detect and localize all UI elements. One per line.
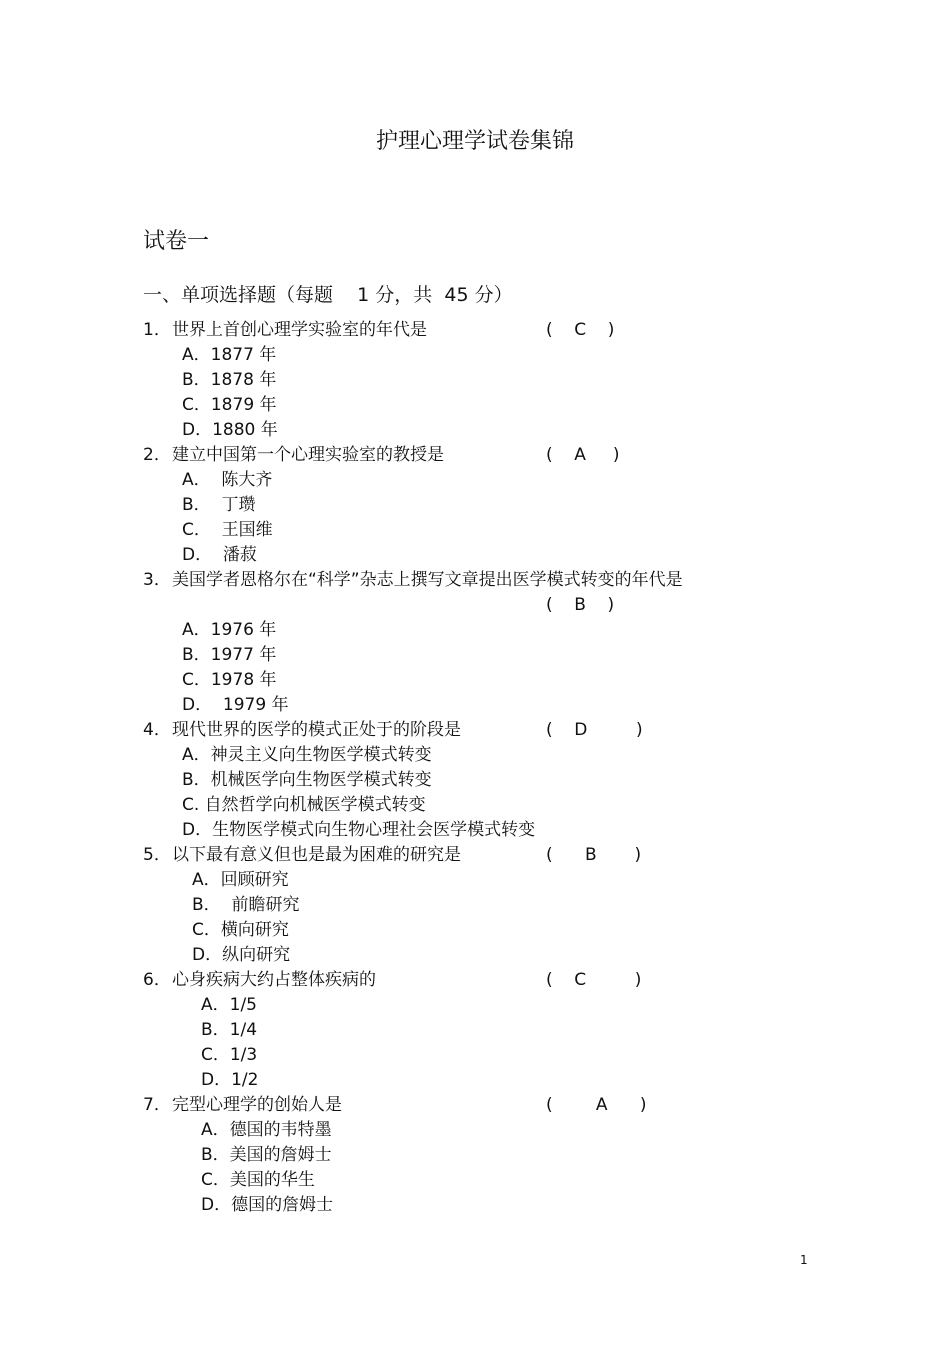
question-3-text: 美国学者恩格尔在“科学”杂志上撰写文章提出医学模式转变的年代是 bbox=[172, 570, 683, 590]
question-1-option-a: A．1877 年 bbox=[182, 345, 277, 365]
question-5-option-c: C．横向研究 bbox=[192, 920, 289, 940]
question-4-number: 4． bbox=[143, 720, 171, 740]
page-title: 护理心理学试卷集锦 bbox=[375, 129, 574, 154]
question-4-text: 现代世界的医学的模式正处于的阶段是 bbox=[172, 720, 461, 740]
question-4-option-c: C. 自然哲学向机械医学模式转变 bbox=[182, 795, 426, 815]
question-5-option-b: B． 前瞻研究 bbox=[192, 895, 300, 915]
question-4-option-d: D．生物医学模式向生物心理社会医学模式转变 bbox=[182, 820, 536, 840]
question-2-option-a: A． 陈大齐 bbox=[182, 470, 273, 490]
question-4-answer: ( D ) bbox=[546, 720, 643, 740]
question-2-option-c: C． 王国维 bbox=[182, 520, 273, 540]
question-6-option-d: D．1/2 bbox=[201, 1070, 259, 1090]
question-7-number: 7． bbox=[143, 1095, 171, 1115]
question-5-option-a: A．回顾研究 bbox=[192, 870, 289, 890]
question-6-answer: ( C ) bbox=[546, 970, 642, 990]
question-5-answer: ( B ) bbox=[546, 845, 642, 865]
question-6-option-b: B．1/4 bbox=[201, 1020, 258, 1040]
question-3-number: 3． bbox=[143, 570, 171, 590]
question-1-answer: ( C ) bbox=[546, 320, 615, 340]
question-2-text: 建立中国第一个心理实验室的教授是 bbox=[172, 445, 444, 465]
question-3-answer: ( B ) bbox=[546, 595, 615, 615]
question-2-answer: ( A ) bbox=[546, 445, 620, 465]
question-7-option-d: D．德国的詹姆士 bbox=[201, 1195, 334, 1215]
question-1-text: 世界上首创心理学实验室的年代是 bbox=[172, 320, 427, 340]
question-7-text: 完型心理学的创始人是 bbox=[172, 1095, 342, 1115]
section-heading: 一、单项选择题（每题 1 分，共 45 分） bbox=[143, 284, 513, 306]
question-6-text: 心身疾病大约占整体疾病的 bbox=[172, 970, 376, 990]
question-4-option-a: A．神灵主义向生物医学模式转变 bbox=[182, 745, 432, 765]
question-6-number: 6． bbox=[143, 970, 171, 990]
question-7-answer: ( A ) bbox=[546, 1095, 647, 1115]
page-number: 1 bbox=[800, 1253, 808, 1267]
question-6-option-a: A．1/5 bbox=[201, 995, 257, 1015]
question-5-option-d: D．纵向研究 bbox=[192, 945, 291, 965]
question-3-option-c: C．1978 年 bbox=[182, 670, 277, 690]
question-4-option-b: B．机械医学向生物医学模式转变 bbox=[182, 770, 432, 790]
question-2-option-d: D． 潘菽 bbox=[182, 545, 257, 565]
question-3-option-d: D． 1979 年 bbox=[182, 695, 289, 715]
question-1-option-c: C．1879 年 bbox=[182, 395, 277, 415]
paper-heading: 试卷一 bbox=[143, 229, 210, 254]
question-1-number: 1． bbox=[143, 320, 171, 340]
question-3-option-b: B．1977 年 bbox=[182, 645, 277, 665]
question-7-option-a: A．德国的韦特墨 bbox=[201, 1120, 332, 1140]
question-7-option-c: C．美国的华生 bbox=[201, 1170, 315, 1190]
question-5-text: 以下最有意义但也是最为困难的研究是 bbox=[172, 845, 461, 865]
question-2-option-b: B． 丁瓒 bbox=[182, 495, 256, 515]
question-1-option-d: D．1880 年 bbox=[182, 420, 278, 440]
question-3-option-a: A．1976 年 bbox=[182, 620, 277, 640]
question-5-number: 5． bbox=[143, 845, 171, 865]
question-7-option-b: B．美国的詹姆士 bbox=[201, 1145, 332, 1165]
question-1-option-b: B．1878 年 bbox=[182, 370, 277, 390]
question-2-number: 2． bbox=[143, 445, 171, 465]
question-6-option-c: C．1/3 bbox=[201, 1045, 258, 1065]
